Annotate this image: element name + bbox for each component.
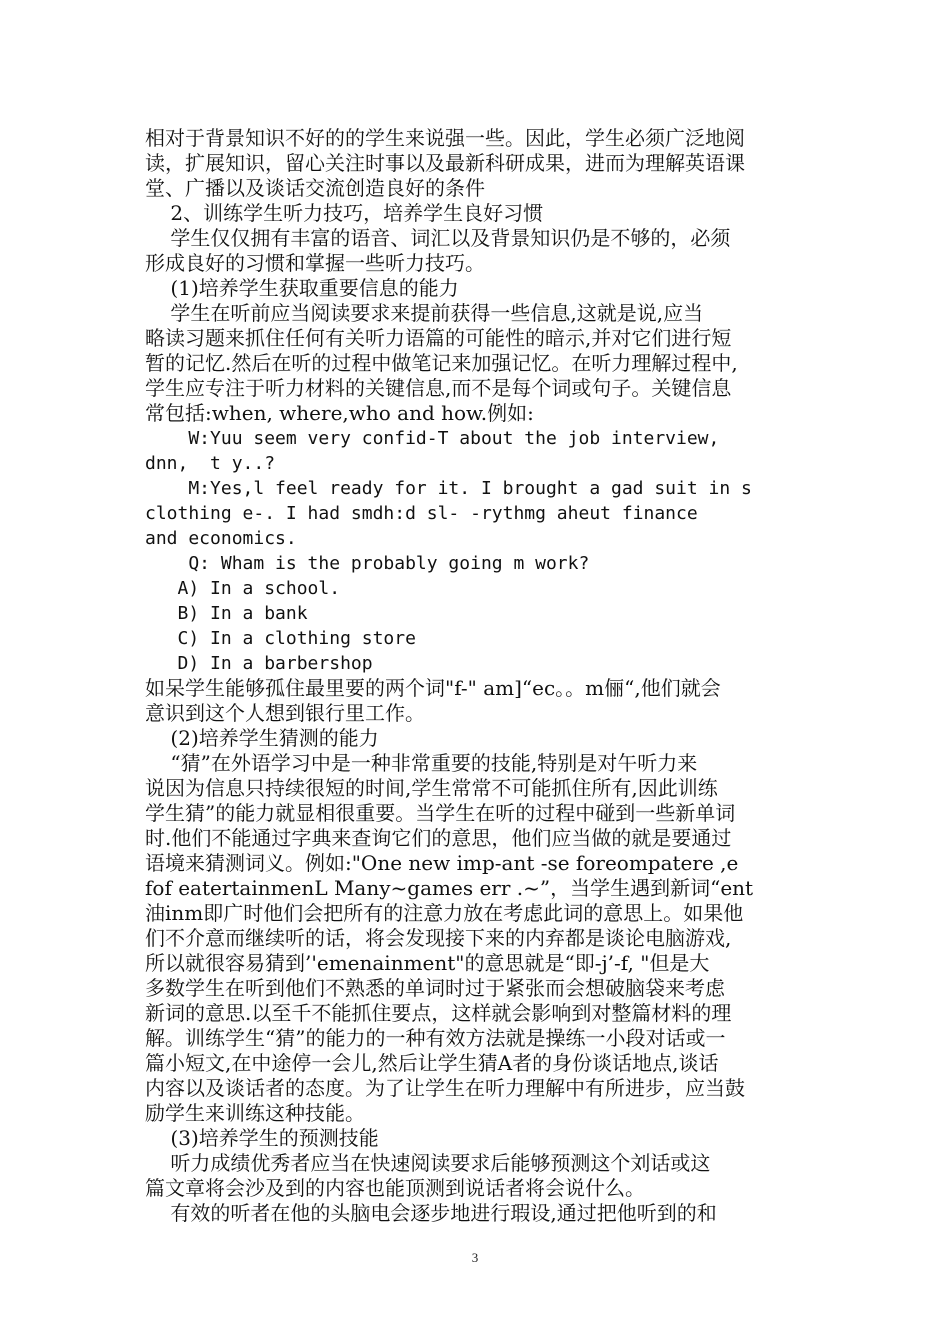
text-line: 学生猜”的能力就显相很重要。当学生在听的过程中碰到一些新单词 <box>145 801 736 825</box>
text-line: 油inm即广时他们会把所有的注意力放在考虑此词的意思上。如果他 <box>145 901 744 925</box>
text-line: 暂的记忆.然后在听的过程中做笔记来加强记忆。在听力理解过程中, <box>145 351 738 375</box>
text-line: 新词的意思.以至千不能抓住要点，这样就会影响到对整篇材料的理 <box>145 1001 732 1025</box>
text-line: 时.他们不能通过字典来查询它们的意思，他们应当做的就是要通过 <box>145 826 732 850</box>
section-heading: 2、训练学生听力技巧，培养学生良好习惯 <box>145 201 544 225</box>
text-line: 励学生来训练这种技能。 <box>145 1101 365 1125</box>
text-line: fof eatertainmenL Many~games err .~”，当学生遇到新词“ent <box>145 876 754 900</box>
subsection-heading: (1)培养学生获取重要信息的能力 <box>145 276 459 300</box>
text-line: “猜”在外语学习中是一种非常重要的技能,特别是对午听力来 <box>145 751 698 775</box>
text-line: 学生仅仅拥有丰富的语音、词汇以及背景知识仍是不够的，必须 <box>145 226 731 250</box>
option-b: B) In a bank <box>145 603 308 624</box>
text-line: 略读习题来抓住任何有关听力语篇的可能性的暗示,并对它们进行短 <box>145 326 732 350</box>
option-a: A) In a school. <box>145 578 341 599</box>
text-line: 多数学生在听到他们不熟悉的单词时过于紧张而会想破脑袋来考虑 <box>145 976 725 1000</box>
text-line: 学生在听前应当阅读要求来提前获得一些信息,这就是说,应当 <box>145 301 704 325</box>
subsection-heading: (2)培养学生猜测的能力 <box>145 726 379 750</box>
text-line: 们不介意而继续听的话，将会发现接下来的内弃都是谈论电脑游戏, <box>145 926 732 950</box>
example-question: Q: Wham is the probably going m work? <box>145 553 590 574</box>
example-line: M:Yes,l feel ready for it. I brought a gad suit in s <box>145 478 752 499</box>
text-line: 相对于背景知识不好的的学生来说强一些。因此，学生必须广泛地阅 <box>145 126 745 150</box>
text-line: 常包括:when, where,who and how.例如: <box>145 401 534 425</box>
text-line: 听力成绩优秀者应当在快速阅读要求后能够预测这个刘话或这 <box>145 1151 711 1175</box>
text-line: 篇文章将会沙及到的内容也能顶测到说话者将会说什么。 <box>145 1176 645 1200</box>
text-line: 堂、广播以及谈话交流创造良好的条件 <box>145 176 485 200</box>
text-line: 意识到这个人想到银行里工作。 <box>145 701 425 725</box>
subsection-heading: (3)培养学生的预测技能 <box>145 1126 379 1150</box>
example-line: dnn, t y..? <box>145 453 276 474</box>
example-line: clothing e-. I had smdh:d sl- -rythmg aheut finance <box>145 503 698 524</box>
page-number: 3 <box>471 1250 479 1265</box>
text-line: 形成良好的习惯和掌握一些听力技巧。 <box>145 251 485 275</box>
option-d: D) In a barbershop <box>145 653 373 674</box>
text-line: 解。训练学生“猜”的能力的一种有效方法就是操练一小段对话或一 <box>145 1026 726 1050</box>
option-c: C) In a clothing store <box>145 628 416 649</box>
body-text <box>145 126 805 1226</box>
text-line: 内容以及谈话者的态度。为了让学生在听力理解中有所进步，应当鼓 <box>145 1076 745 1100</box>
text-line: 语境来猜测词义。例如:"One new imp-ant -se foreompatere ,e <box>145 851 739 875</box>
example-line: and economics. <box>145 528 297 549</box>
text-line: 所以就很容易猜到’'emenainment"的意思就是“即-j’-f, "但是大 <box>145 951 710 975</box>
text-line: 说因为信息只持续很短的时间,学生常常不可能抓住所有,因此训练 <box>145 776 718 800</box>
text-line: 读，扩展知识，留心关注时事以及最新科研成果，进而为理解英语课 <box>145 151 745 175</box>
text-line: 篇小短文,在中途停一会儿,然后让学生猜A者的身份谈话地点,谈话 <box>145 1051 719 1075</box>
text-line: 有效的听者在他的头脑电会逐步地进行瑕设,通过把他听到的和 <box>145 1201 717 1225</box>
example-line: W:Yuu seem very confid-T about the job interview, <box>145 428 720 449</box>
text-line: 如呆学生能够孤住最里要的两个词"f-" am]“ec。。m俪“,他们就会 <box>145 676 721 700</box>
text-line: 学生应专注于听力材料的关键信息,而不是每个词或句子。关键信息 <box>145 376 732 400</box>
